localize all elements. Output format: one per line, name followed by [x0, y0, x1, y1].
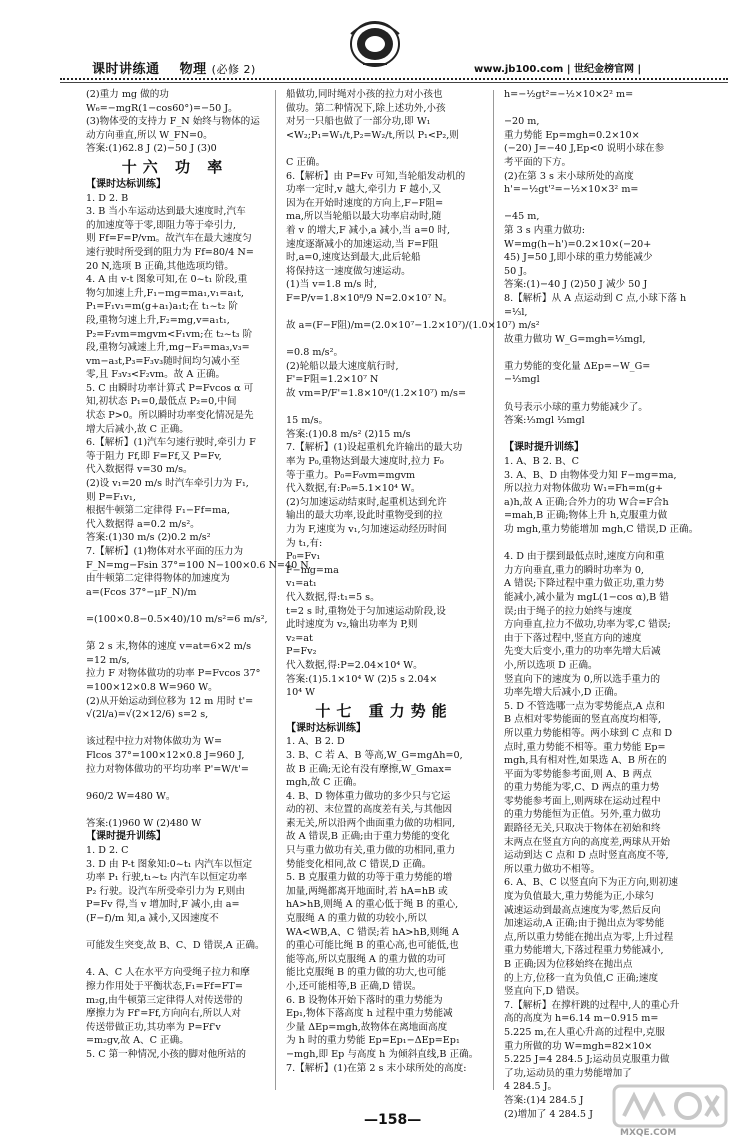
text-line: =(100×0.8−0.5×40)/10 m/s²=6 m/s²,: [86, 613, 268, 625]
text-line: 8.【解析】从 A 点运动到 C 点,小球下落 h: [504, 292, 687, 304]
text-line: =m₂gv,故 A、C 正确。: [86, 1035, 189, 1047]
text-line: 此时速度为 v₂,输出功率为 P,则: [286, 619, 418, 631]
text-line: 答案:⅓mgl ⅓mgl: [504, 415, 585, 427]
text-line: P=Fv₂: [286, 646, 317, 658]
text-line: 答案:(1)0.8 m/s² (2)15 m/s: [286, 428, 411, 440]
text-line: 则 Ff=F=P/vm。故汽车在最大速度匀: [86, 233, 252, 245]
text-line: 能等高,所以克服绳 A 的重力做的功可: [286, 953, 446, 965]
text-line: 代入数据,得:t₁=5 s。: [286, 591, 380, 603]
text-line: 答案:(1)−40 J (2)50 J 减少 50 J: [504, 279, 648, 291]
site-name: | 世纪金榜官网 |: [566, 64, 642, 75]
text-line: −20 m,: [504, 116, 540, 128]
text-line: 功率 P₁ 行驶,t₁~t₂ 内汽车以恒定功率: [86, 872, 248, 884]
text-line: 只与重力做功有关,重力做的功相同,重力: [286, 845, 456, 857]
text-line: 加速运动,A 正确;由于抛出点为零势能: [504, 918, 665, 930]
text-line: −mgh,即 Ep 与高度 h 为倾斜直线,B 正确。: [286, 1048, 479, 1060]
text-line: 7.【解析】(1)在第 2 s 末小球所处的高度:: [286, 1062, 467, 1074]
text-line: 答案:(1)62.8 J (2)−50 J (3)0: [86, 143, 217, 155]
text-line: (2)设 v₁=20 m/s 时汽车牵引力为 F₁,: [86, 478, 249, 490]
text-line: 减速运动到最高点速度为零,然后反向: [504, 904, 661, 916]
text-line: 段,重物匀减速上升,mg−F₃=ma₃,v₃=: [86, 342, 250, 354]
text-line: h=−½gt²=−½×10×2² m=: [504, 89, 634, 100]
text-line: [286, 142, 482, 156]
text-line: 加量,两绳都离开地面时,若 hA=hB 或: [286, 885, 448, 897]
header-dotted-rule: [60, 78, 728, 80]
text-line: 势能变化相同,故 C 错误,D 正确。: [286, 858, 432, 870]
text-line: [504, 387, 718, 401]
text-line: P₁=F₁v₁=m(g+a₁)a₁t;在 t₁~t₂ 阶: [86, 301, 238, 313]
text-line: [86, 953, 264, 967]
text-line: (−20) J=−40 J,Ep<0 说明小球在参: [504, 143, 665, 155]
text-line: 的重力势能为零,C、D 两点的重力势: [504, 782, 660, 794]
text-line: 摩擦力为 Ff'=Ff,方向向右,所以人对: [86, 1008, 242, 1020]
text-line: (2)重力 mg 做的功: [86, 89, 169, 100]
text-line: =mah,B 正确;物体上升 h,克服重力做: [504, 510, 668, 522]
text-line: (2)匀加速运动结束时,起重机达到允许: [286, 496, 447, 508]
text-line: 对另一只船也做了一部分功,即 W₁: [286, 116, 431, 128]
text-line: vm−a₃t,P₃=F₃v₃随时间均匀减小至: [86, 355, 240, 367]
text-line: 能比克服绳 B 的重力做的功大,也可能: [286, 967, 447, 979]
text-line: 能减小,减小量为 mgL(1−cos α),B 错: [504, 591, 669, 603]
text-line: (F−f)/m 知,a 减小,又因速度不: [86, 913, 219, 925]
text-line: m₂g,由牛顿第三定律得人对传送带的: [86, 994, 243, 1006]
text-line: <W₂;P₁=W₁/t,P₂=W₂/t,所以 P₁<P₂,则: [286, 129, 459, 141]
text-line: 5.225 J=4 284.5 J;运动员克服重力做: [504, 1054, 670, 1066]
text-line: =100×12×0.8 W=960 W。: [86, 681, 218, 693]
text-line: 方向垂直,拉力不做功,功率为零,C 错误;: [504, 619, 671, 631]
text-line: 第 2 s 末,物体的速度 v=at=6×2 m/s: [86, 641, 252, 653]
text-line: 重力势能 Ep=mgh=0.2×10×: [504, 129, 640, 141]
text-line: [504, 428, 718, 442]
text-line: 6. A、B、C 以竖直向下为正方向,则初速: [504, 877, 678, 889]
text-line: 5. C 第一种情况,小孩的脚对他所站的: [86, 1048, 246, 1060]
text-line: Ep₁,物体下落高度 h 过程中重力势能减: [286, 1008, 453, 1020]
text-line: 代入数据得 v=30 m/s。: [86, 464, 193, 476]
text-line: 1. D 2. B: [86, 192, 129, 204]
text-line: 竖直向下,D 错误。: [504, 986, 585, 998]
text-line: 的上方,位移一直为负值,C 正确;速度: [504, 972, 659, 984]
text-line: [86, 627, 264, 641]
text-line: P₂=F₂vm=mgvm<F₁vm;在 t₂~t₃ 阶: [86, 328, 253, 340]
text-line: [286, 306, 482, 320]
text-line: 将保持这一速度做匀速运动。: [286, 265, 411, 277]
text-line: 的重心可能比绳 B 的重心高,也可能低,也: [286, 940, 459, 952]
section-title: 十六 功 率: [121, 157, 229, 176]
text-line: 故 a=(F−F阻)/m=(2.0×10⁷−1.2×10⁷)/(1.0×10⁷) m/s²: [286, 320, 540, 332]
text-line: 6.【解析】由 P=Fv 可知,当轮船发动机的: [286, 170, 466, 182]
text-line: 故 vm=P/F'=1.8×10⁸/(1.2×10⁷) m/s=: [286, 388, 466, 400]
text-line: 3. B、C 若 A、B 等高,W_G=mgΔh=0,: [286, 749, 463, 761]
text-line: WA<WB,A、C 错误;若 hA>hB,则绳 A: [286, 926, 459, 938]
text-line: 5. D 不管选哪一点为零势能点,A 点和: [504, 700, 665, 712]
text-line: [504, 346, 718, 360]
text-line: W₆=−mgR(1−cos60°)=−50 J。: [86, 102, 238, 114]
text-line: mgh,故 C 正确。: [286, 777, 363, 789]
text-line: −⅓mgl: [504, 374, 540, 386]
text-line: 率为 P₀,重物达到最大速度时,拉力 F₀: [286, 456, 444, 468]
text-line: 跟路径无关,只取决于物体在初始和终: [504, 823, 661, 835]
text-line: 4. A 由 v-t 图象可知,在 0~t₁ 阶段,重: [86, 274, 248, 286]
text-line: Flcos 37°=100×12×0.8 J=960 J,: [86, 749, 245, 761]
text-line: [86, 722, 264, 736]
text-line: F=P/v=1.8×10⁸/9 N=2.0×10⁷ N。: [286, 292, 453, 304]
text-line: a=(Fcos 37°−μF_N)/m: [86, 586, 197, 598]
text-line: a)h,故 A 正确;合外力的功 W合=F合h: [504, 496, 669, 508]
text-line: 20 N,选项 B 正确,其他选项均错。: [86, 260, 234, 272]
text-line: (3)物体受的支持力 F_N 始终与物体的运: [86, 116, 260, 128]
text-line: 功率一定时,v 越大,牵引力 F 越小,又: [286, 184, 442, 196]
text-line: 的重力势能恒为正值。另外,重力做功: [504, 809, 661, 821]
text-line: 1. A、B 2. D: [286, 736, 345, 748]
text-line: 第 3 s 内重力做功:: [504, 224, 585, 236]
text-line: 平面为零势能参考面,则 A、B 两点: [504, 768, 652, 780]
text-line: v₁=at₁: [286, 578, 317, 590]
section-tag: 【课时提升训练】: [86, 831, 166, 843]
website-info: [474, 60, 641, 75]
text-line: 段,重物匀速上升,F₂=mg,v=a₁t₁,: [86, 314, 230, 326]
text-line: 可能发生突变,故 B、C、D 错误,A 正确。: [86, 940, 265, 952]
text-line: 所以重力做功不相等。: [504, 863, 600, 875]
series-title: [92, 58, 256, 77]
text-line: 时,a=0,速度达到最大,此后轮船: [286, 252, 421, 264]
text-line: 故重力做功 W_G=mgh=⅓mgl,: [504, 333, 646, 345]
text-line: B 正确;因为位移始终在抛出点: [504, 959, 633, 970]
text-line: 6. B 设物体开始下落时的重力势能为: [286, 994, 443, 1006]
text-line: 负号表示小球的重力势能减少了。: [504, 401, 648, 413]
text-line: 5.225 m,在人重心升高的过程中,克服: [504, 1026, 665, 1038]
section-tag: 【课时达标训练】: [86, 178, 166, 190]
text-line: h'=−½gt'²=−½×10×3² m=: [504, 184, 639, 196]
text-line: 输出的最大功率,设此时重物受到的拉: [286, 510, 443, 522]
text-line: 1. D 2. C: [86, 845, 129, 857]
text-line: [286, 333, 482, 347]
text-line: (2)增加了 4 284.5 J: [504, 1108, 593, 1120]
text-line: 增大后减小,故 C 正确。: [86, 423, 189, 435]
page-number: —158—: [364, 1112, 422, 1128]
text-line: [86, 926, 264, 940]
text-line: (2)在第 3 s 末小球所处的高度: [504, 170, 634, 182]
text-line: A 错误;下降过程中重力做正功,重力势: [504, 578, 665, 590]
text-line: 力方向垂直,重力的瞬时功率为 0,: [504, 564, 644, 576]
text-line: 等于重力。P₀=F₀vm=mgvm: [286, 469, 416, 481]
text-line: 7.【解析】(1)物体对水平面的压力为: [86, 546, 244, 557]
text-line: 答案:(1)30 m/s (2)0.2 m/s²: [86, 532, 211, 544]
text-line: 考平面的下方。: [504, 156, 572, 168]
text-line: W=mg(h−h')=0.2×10×(−20+: [504, 238, 652, 250]
text-line: −45 m,: [504, 211, 540, 223]
text-line: 因为在开始时速度的方向上,F−F阻=: [286, 197, 444, 209]
text-line: 所以拉力对物体做功 W₁=Fh=m(g+: [504, 483, 664, 495]
text-line: 误;由于绳子的拉力始终与速度: [504, 605, 632, 617]
text-line: 为 t₁,有:: [286, 537, 323, 549]
section-tag: 【课时达标训练】: [286, 722, 366, 734]
text-line: 代入数据得 a=0.2 m/s²。: [86, 518, 200, 530]
text-line: 故 A 错误,B 正确;由于重力势能的变化: [286, 831, 450, 843]
text-line: 所以重力势能相等。两小球到 C 点和 D: [504, 727, 673, 739]
section-tag: 【课时提升训练】: [504, 442, 584, 454]
text-line: 擦力作用处于平衡状态,F₁=Ff=FT=: [86, 981, 243, 992]
text-line: P₂ 行驶。设汽车所受牵引力为 F,则由: [86, 885, 245, 897]
text-line: 则 P=F₁v₁,: [86, 491, 136, 503]
text-line: 5. C 由瞬时功率计算式 P=Fvcos α 可: [86, 382, 254, 394]
text-line: [86, 776, 264, 790]
text-line: 先变大后变小,重力的功率先增大后减: [504, 646, 661, 658]
text-line: 7.【解析】(1)设起重机允许输出的最大功: [286, 442, 463, 454]
text-line: [504, 102, 718, 116]
text-line: 小,还可能相等,B 正确,D 错误。: [286, 981, 422, 992]
text-line: 3. A、B、D 由物体受力知 F−mg=ma,: [504, 469, 677, 481]
text-line: F−mg=ma: [286, 564, 339, 576]
text-line: v₂=at: [286, 632, 313, 644]
text-line: 由于下落过程中,竖直方向的速度: [504, 632, 642, 644]
text-line: 重力势能的变化量 ΔEp=−W_G=: [504, 360, 651, 372]
text-line: 船做功,同时绳对小孩的拉力对小孩也: [286, 89, 443, 100]
text-line: 10⁴ W: [286, 687, 315, 699]
text-line: 7.【解析】在撑杆跳的过程中,人的重心升: [504, 999, 680, 1011]
header-rule: [60, 82, 728, 83]
watermark-text: MXQE.COM: [620, 1128, 677, 1138]
text-line: P=Fv 得,当 v 增加时,F 减小,由 a=: [86, 899, 240, 911]
text-line: 4. B、D 物体重力做功的多少只与它运: [286, 790, 451, 802]
text-line: 答案:(1)960 W (2)480 W: [86, 817, 202, 829]
text-line: 代入数据,有:P₀=5.1×10⁴ W。: [286, 483, 421, 495]
text-line: B 点相对零势能面的竖直高度均相等,: [504, 714, 662, 726]
text-line: 零,且 F₃v₃<F₂vm。故 A 正确。: [86, 369, 226, 381]
text-line: (2)轮船以最大速度航行时,: [286, 360, 399, 372]
subject-name: 物理: [179, 62, 207, 77]
text-line: 6.【解析】(1)汽车匀速行驶时,牵引力 F: [86, 437, 256, 449]
text-line: 3. D 由 P-t 图象知:0~t₁ 内汽车以恒定: [86, 858, 253, 870]
text-line: F_N=mg−Fsin 37°=100 N−100×0.6 N=40 N,: [86, 559, 312, 571]
text-line: ma,所以当轮船以最大功率启动时,随: [286, 211, 442, 223]
text-line: 素无关,所以沿两个曲面重力做的功相同,: [286, 817, 456, 829]
text-line: 克服绳 A 的重力做的功较小,所以: [286, 913, 427, 925]
text-line: [504, 197, 718, 211]
text-line: C 正确。: [286, 156, 326, 168]
text-line: hA>hB,则绳 A 的重心低于绳 B 的重心,: [286, 899, 459, 911]
text-line: 的加速度等于零,即阻力等于牵引力,: [86, 219, 237, 231]
text-line: 少量 ΔEp=mgh,故物体在离地面高度: [286, 1021, 448, 1033]
publisher-logo-icon: [343, 10, 407, 74]
text-line: 15 m/s。: [286, 415, 329, 427]
text-line: 50 J。: [504, 265, 533, 277]
text-line: 4. A、C 人在水平方向受绳子拉力和摩: [86, 967, 250, 979]
text-line: 力为 F,速度为 v₁,匀加速运动经历时间: [286, 524, 447, 535]
text-line: 功率先增大后减小,D 正确。: [504, 687, 624, 699]
text-line: 拉力 F 对物体做功的功率 P=Fvcos 37°: [86, 668, 261, 680]
text-line: 由牛顿第二定律得物体的加速度为: [86, 573, 230, 585]
text-line: 速度逐渐减小的加速运动,当 F=F阻: [286, 238, 439, 250]
text-line: F'=F阻=1.2×10⁷ N: [286, 374, 379, 386]
text-line: 1. A、B 2. B、C: [504, 456, 580, 468]
text-line: 状态 P>0。所以瞬时功率变化情况是先: [86, 410, 254, 422]
text-line: 4 284.5 J。: [504, 1081, 558, 1093]
text-line: P₀=Fv₁: [286, 551, 321, 563]
text-line: 点时,重力势能不相等。重力势能 Ep=: [504, 741, 666, 753]
text-line: 速行驶时所受到的阻力为 Ff=80/4 N=: [86, 246, 254, 258]
text-line: 答案:(1)4 284.5 J: [504, 1094, 584, 1106]
text-line: 点,所以重力势能在抛出点为零,上升过程: [504, 931, 674, 943]
text-line: =⅓l,: [504, 306, 528, 318]
text-line: 了功,运动员的重力势能增加了: [504, 1067, 632, 1079]
text-line: 高的高度为 h=6.14 m−0.915 m=: [504, 1013, 659, 1025]
text-line: 4. D 由于摆到最低点时,速度方向和重: [504, 551, 665, 563]
edition: (必修 2): [211, 63, 256, 76]
series-name: 课时讲练通: [92, 62, 160, 77]
text-line: 末两点在竖直方向的高度差,两球从开始: [504, 836, 671, 848]
column-divider: [275, 90, 276, 1090]
text-line: =0.8 m/s²。: [286, 347, 344, 359]
text-line: 5. B 克服重力做的功等于重力势能的增: [286, 872, 453, 884]
text-line: 故 B 正确;无论有没有摩擦,W_Gmax=: [286, 763, 452, 775]
text-line: [86, 803, 264, 817]
text-line: 答案:(1)5.1×10⁴ W (2)5 s 2.04×: [286, 673, 438, 685]
text-line: 3. B 当小车运动达到最大速度时,汽车: [86, 206, 246, 218]
text-line: 小,所以选项 D 正确。: [504, 659, 598, 671]
column-divider: [493, 90, 494, 1090]
text-line: 等于阻力 Ff,即 F=Ff,又 P=Fv,: [86, 450, 222, 462]
text-line: 做功。第二种情况下,除上述功外,小孩: [286, 102, 446, 114]
page-header: [0, 0, 750, 84]
text-line: 动的初、末位置的高度差有关,与其他因: [286, 804, 453, 816]
text-line: =12 m/s,: [86, 654, 130, 666]
text-line: 知,初状态 P₁=0,最低点 P₂=0,中间: [86, 396, 237, 408]
section-title: 十七 重力势能: [315, 701, 453, 720]
text-line: [504, 319, 718, 333]
text-line: 为 h 时的重力势能 Ep=Ep₁−ΔEp=Ep₁: [286, 1035, 460, 1047]
text-line: 960/2 W=480 W。: [86, 790, 176, 802]
text-line: mgh,具有相对性,如果选 A、B 所在的: [504, 755, 667, 767]
text-line: 重力所做的功 W=mgh=82×10×: [504, 1040, 653, 1052]
text-line: √(2l/a)=√(2×12/6) s=2 s,: [86, 709, 209, 721]
text-line: 45) J=50 J,即小球的重力势能减少: [504, 252, 653, 264]
text-column-right: [504, 88, 718, 1120]
text-line: t=2 s 时,重物处于匀加速运动阶段,设: [286, 605, 446, 617]
website-url[interactable]: www.jb100.com: [474, 64, 564, 75]
text-line: 着 v 的增大,F 减小,a 减小,当 a=0 时,: [286, 224, 451, 236]
text-line: 运动到达 C 点和 D 点时竖直高度不等,: [504, 850, 669, 862]
text-line: [286, 401, 482, 415]
text-line: 动方向垂直,所以 W_FN=0。: [86, 129, 213, 141]
text-line: 度为负值最大,重力势能为正,小球匀: [504, 891, 655, 903]
text-line: [504, 537, 718, 551]
text-line: 该过程中拉力对物体做功为 W=: [86, 736, 223, 748]
text-line: 零势能参考面上,则两球在运动过程中: [504, 795, 661, 807]
text-line: 竖直向下的速度为 0,所以选手重力的: [504, 673, 661, 685]
text-line: 重力势能增大,下落过程重力势能减小,: [504, 945, 664, 957]
text-line: 拉力对物体做功的平均功率 P'=W/t'=: [86, 763, 249, 775]
text-line: (1)当 v=1.8 m/s 时,: [286, 279, 377, 291]
text-line: 传送带做正功,其功率为 P=Ff'v: [86, 1021, 221, 1033]
text-line: 物匀加速上升,F₁−mg=ma₁,v₁=a₁t,: [86, 287, 244, 299]
text-line: 代入数据,得:P=2.04×10⁴ W。: [286, 659, 423, 671]
text-line: (2)从开始运动到位移为 12 m 用时 t'=: [86, 695, 254, 707]
text-line: [86, 599, 264, 613]
text-line: 功 mgh,重力势能增加 mgh,C 错误,D 正确。: [504, 524, 699, 535]
text-line: 根据牛顿第二定律得 F₁−Ff=ma,: [86, 505, 231, 517]
